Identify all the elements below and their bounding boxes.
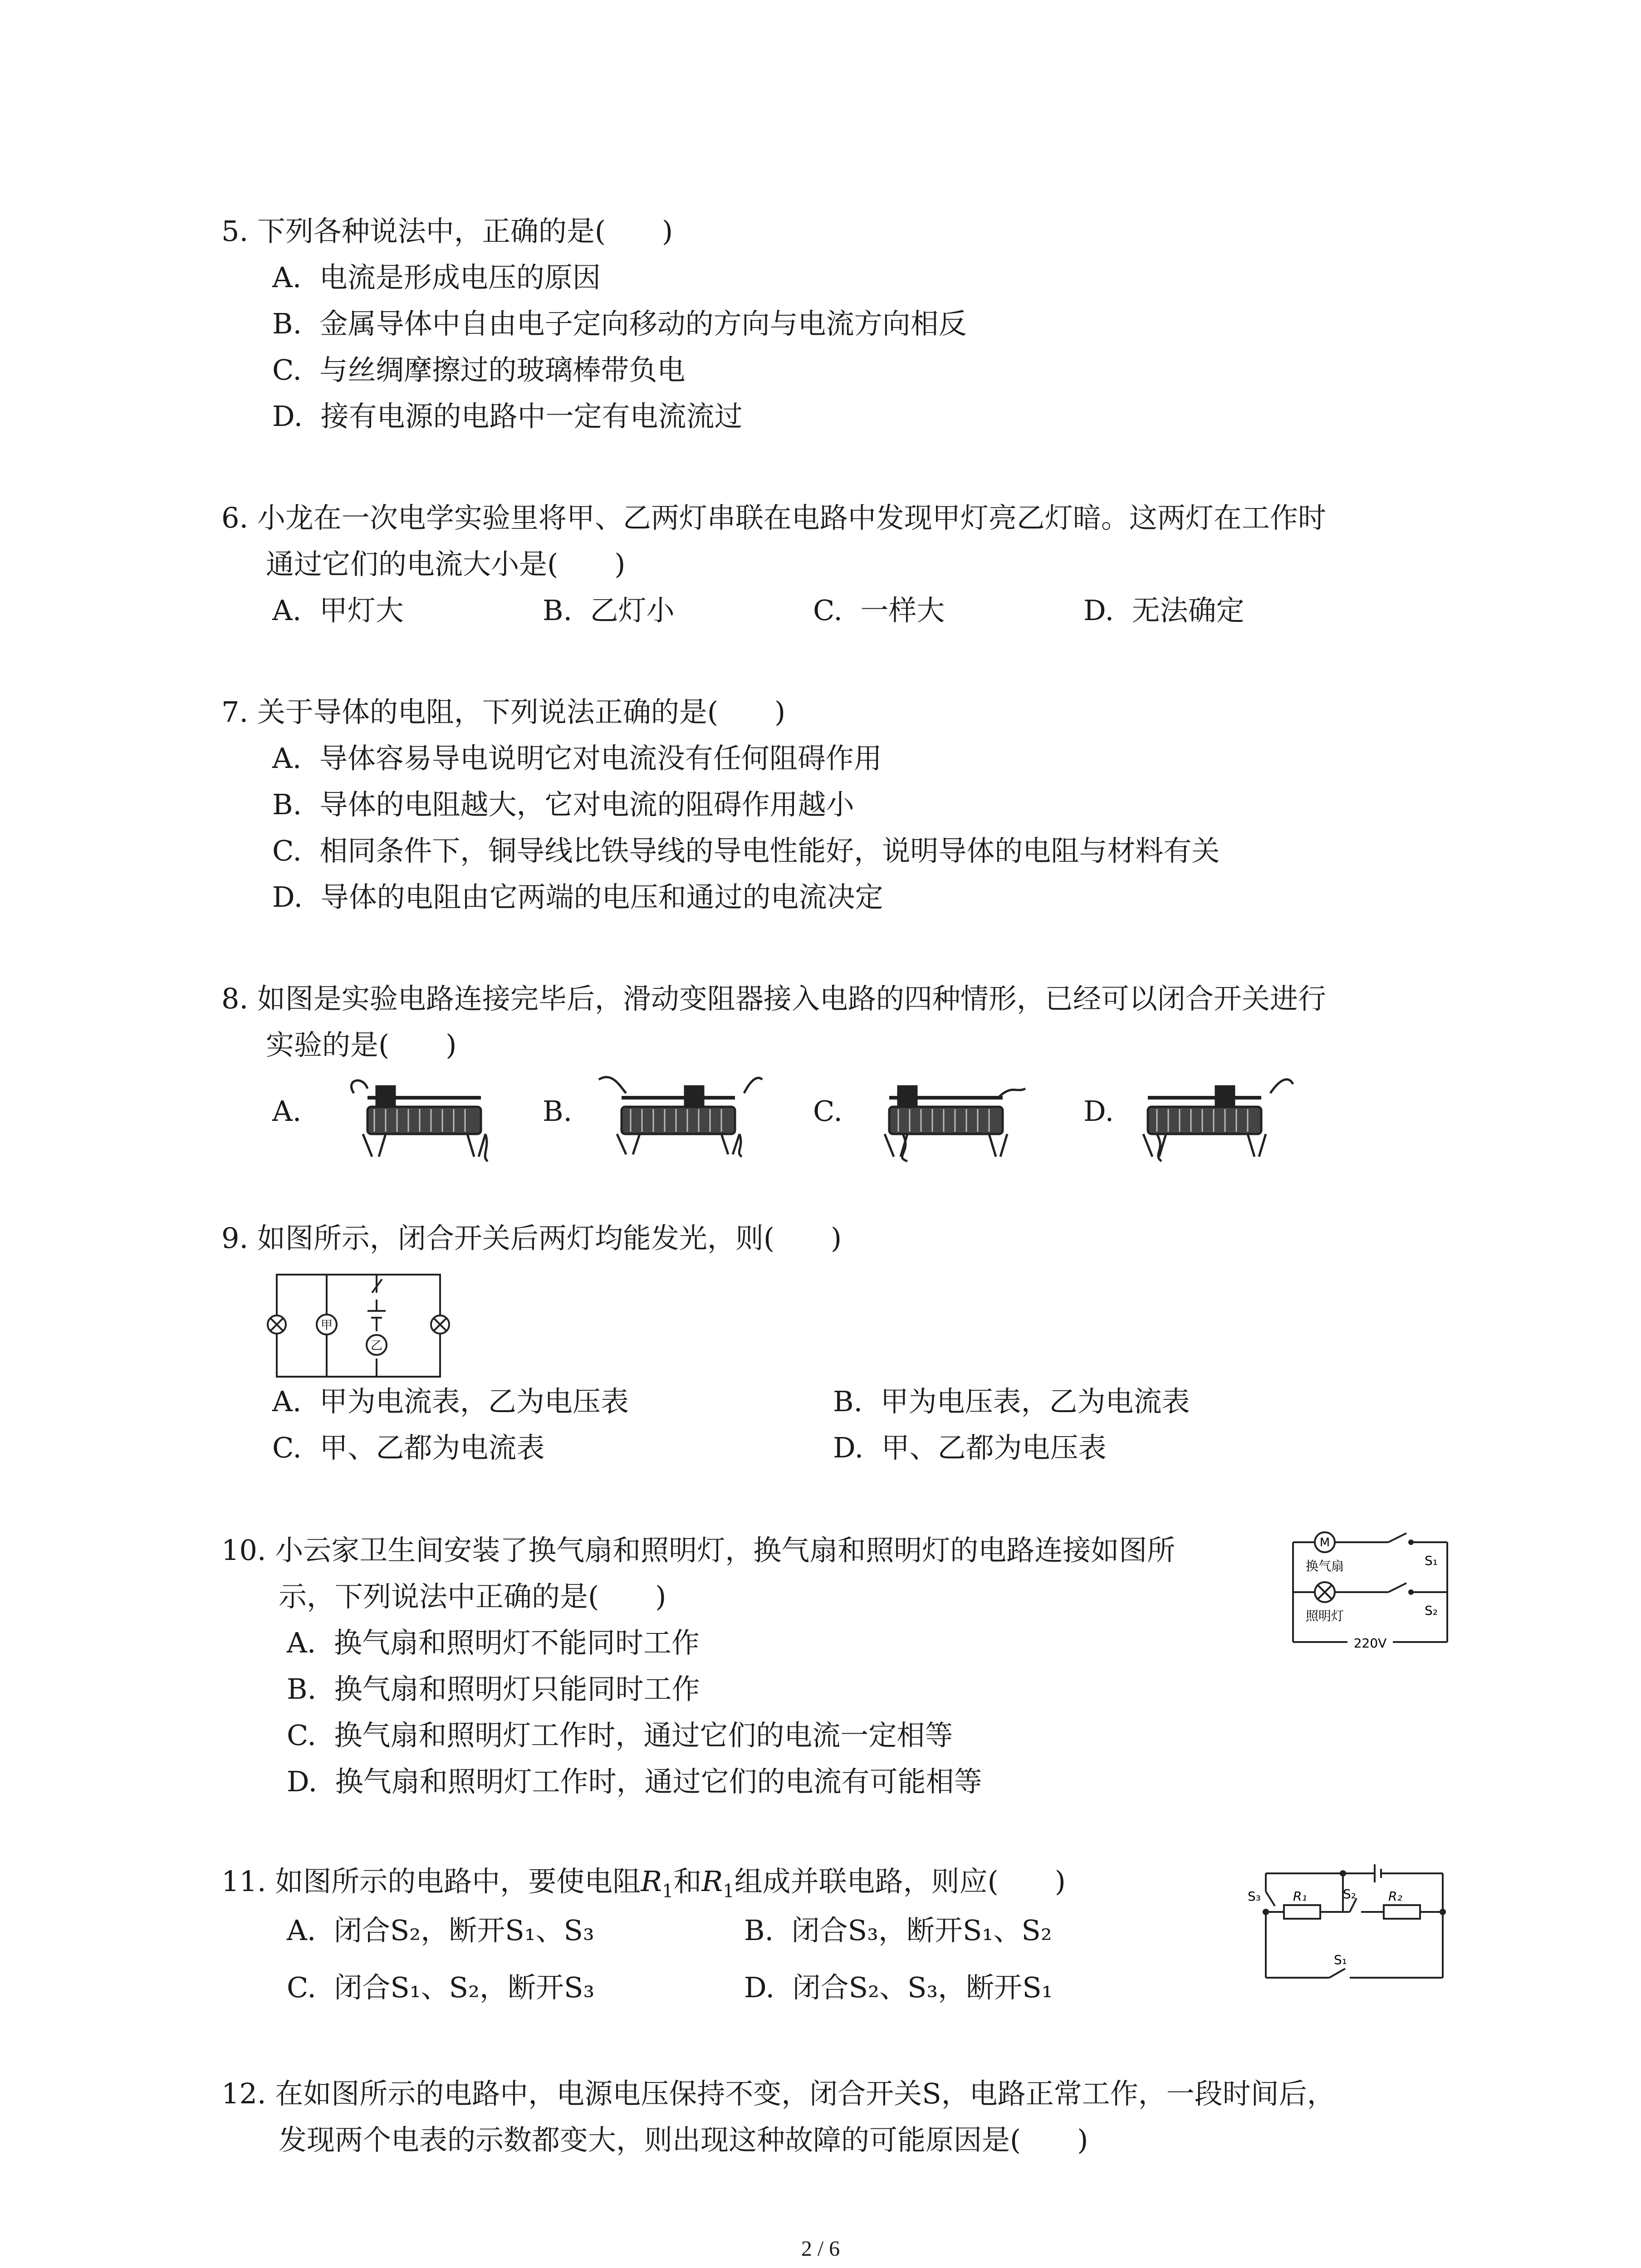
- q5-option-b: B. 金属导体中自由电子定向移动的方向与电流方向相反: [272, 307, 967, 340]
- q9-option-d: D. 甲、乙都为电压表: [833, 1431, 1107, 1464]
- q8-stem-line1: 8. 如图是实验电路连接完毕后，滑动变阻器接入电路的四种情形，已经可以闭合开关进行: [221, 982, 1326, 1015]
- rheostat-figure-c: [862, 1066, 1034, 1161]
- switch-s1-label: S₁: [1425, 1553, 1438, 1568]
- q5-stem: 5. 下列各种说法中，正确的是( ): [221, 215, 673, 248]
- q11-stem-mid: 和: [673, 1865, 702, 1898]
- q10-stem-line1: 10. 小云家卫生间安装了换气扇和照明灯，换气扇和照明灯的电路连接如图所: [221, 1534, 1176, 1567]
- q12-stem-line1: 12. 在如图所示的电路中，电源电压保持不变，闭合开关S，电路正常工作，一段时间后，: [221, 2077, 1335, 2110]
- switch-s1-label: S₁: [1334, 1952, 1347, 1967]
- q6-option-d: D. 无法确定: [1083, 594, 1244, 627]
- meter-jia-label: 甲: [320, 1319, 333, 1332]
- q11-option-b: B. 闭合S₃，断开S₁、S₂: [744, 1914, 1052, 1947]
- q11-r2-symbol: R: [701, 1865, 723, 1898]
- q11-r1-subscript: 1: [662, 1881, 674, 1902]
- q9-circuit-diagram: [259, 1266, 458, 1383]
- q8-option-b: B.: [543, 1095, 573, 1128]
- q6-option-b: B. 乙灯小: [543, 594, 675, 627]
- q11-option-d: D. 闭合S₂、S₃，断开S₁: [744, 1971, 1053, 2004]
- q7-option-b: B. 导体的电阻越大，它对电流的阻碍作用越小: [272, 788, 854, 821]
- q9-option-b: B. 甲为电压表，乙为电流表: [833, 1385, 1190, 1418]
- q9-option-a: A. 甲为电流表，乙为电压表: [272, 1385, 629, 1418]
- voltage-label: 220V: [1353, 1636, 1387, 1651]
- q10-stem-line2: 示，下列说法中正确的是( ): [279, 1580, 666, 1613]
- meter-yi-label: 乙: [370, 1339, 383, 1353]
- q8-stem-line2: 实验的是( ): [266, 1028, 457, 1061]
- resistor-r2-label: R₂: [1388, 1889, 1402, 1904]
- rheostat-figure-a: [336, 1066, 508, 1161]
- switch-s2-label: S₂: [1343, 1887, 1356, 1901]
- q12-stem-line2: 发现两个电表的示数都变大，则出现这种故障的可能原因是( ): [279, 2123, 1088, 2156]
- q9-option-c: C. 甲、乙都为电流表: [272, 1431, 545, 1464]
- q10-option-d: D. 换气扇和照明灯工作时，通过它们的电流有可能相等: [287, 1765, 982, 1798]
- q8-option-c: C.: [813, 1095, 843, 1128]
- q11-stem: [221, 1863, 1066, 1909]
- motor-symbol: M: [1319, 1536, 1330, 1549]
- q11-r2-subscript: 1: [723, 1881, 735, 1902]
- q6-stem-line2: 通过它们的电流大小是( ): [266, 547, 626, 581]
- rheostat-figure-b: [594, 1061, 767, 1157]
- q10-option-b: B. 换气扇和照明灯只能同时工作: [287, 1672, 700, 1706]
- q7-option-c: C. 相同条件下，铜导线比铁导线的导电性能好，说明导体的电阻与材料有关: [272, 834, 1220, 867]
- q7-option-d: D. 导体的电阻由它两端的电压和通过的电流决定: [272, 880, 883, 914]
- q5-option-d: D. 接有电源的电路中一定有电流流过: [272, 400, 743, 433]
- switch-s3-label: S₃: [1248, 1889, 1261, 1904]
- q5-option-c: C. 与丝绸摩擦过的玻璃棒带负电: [272, 353, 686, 386]
- lamp-label: 照明灯: [1305, 1608, 1344, 1623]
- q11-circuit-diagram: [1248, 1855, 1452, 1991]
- q5-option-a: A. 电流是形成电压的原因: [272, 261, 601, 294]
- q11-r1-symbol: R: [641, 1865, 662, 1898]
- q10-option-c: C. 换气扇和照明灯工作时，通过它们的电流一定相等: [287, 1719, 953, 1752]
- q8-option-d: D.: [1083, 1095, 1114, 1128]
- q7-option-a: A. 导体容易导电说明它对电流没有任何阻碍作用: [272, 742, 882, 775]
- q9-stem: 9. 如图所示，闭合开关后两灯均能发光，则( ): [221, 1222, 842, 1255]
- q6-option-a: A. 甲灯大: [272, 594, 404, 627]
- q11-option-a: A. 闭合S₂，断开S₁、S₃: [287, 1914, 594, 1947]
- q7-stem: 7. 关于导体的电阻，下列说法正确的是( ): [221, 695, 786, 728]
- fan-label: 换气扇: [1305, 1559, 1344, 1574]
- q11-stem-suffix: 组成并联电路，则应( ): [734, 1865, 1066, 1898]
- q11-option-c: C. 闭合S₁、S₂，断开S₃: [287, 1971, 595, 2004]
- switch-s2-label: S₂: [1425, 1603, 1438, 1618]
- q6-stem-line1: 6. 小龙在一次电学实验里将甲、乙两灯串联在电路中发现甲灯亮乙灯暗。这两灯在工作时: [221, 501, 1326, 534]
- q8-option-a: A.: [272, 1095, 302, 1128]
- q6-option-c: C. 一样大: [813, 594, 945, 627]
- resistor-r1-label: R₁: [1293, 1889, 1307, 1904]
- page-number: 2 / 6: [801, 2237, 840, 2261]
- rheostat-figure-d: [1130, 1066, 1302, 1161]
- q10-option-a: A. 换气扇和照明灯不能同时工作: [287, 1626, 700, 1659]
- q10-circuit-diagram: [1275, 1524, 1465, 1669]
- q11-stem-prefix: 11. 如图所示的电路中，要使电阻: [221, 1865, 641, 1898]
